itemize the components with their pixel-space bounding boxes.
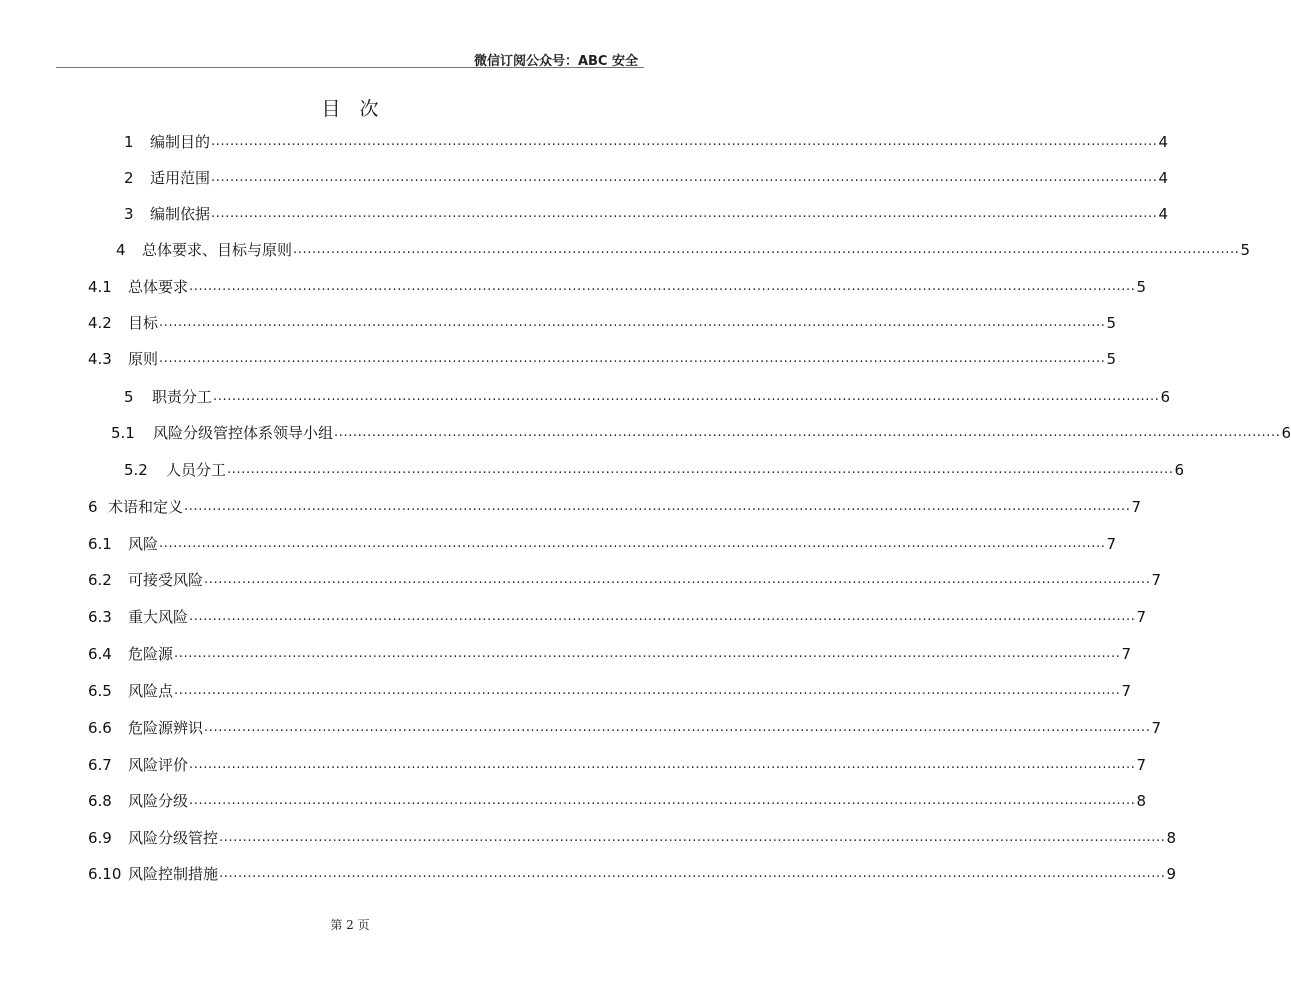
toc-entry-label: 编制依据 bbox=[150, 205, 211, 223]
dot-leader: ........................................................................................................................................................................................................ bbox=[184, 499, 1131, 514]
toc-entry[interactable] bbox=[88, 273, 1147, 297]
dot-leader: ........................................................................................................................................................................................................ bbox=[159, 315, 1106, 330]
dot-leader: ........................................................................................................................................................................................................ bbox=[227, 462, 1174, 477]
toc-entry[interactable] bbox=[88, 824, 1177, 848]
toc-entry[interactable] bbox=[88, 751, 1147, 775]
toc-entry-number: 6 bbox=[88, 498, 98, 516]
toc-entry-number: 6.5 bbox=[88, 682, 112, 700]
toc-entry-label: 职责分工 bbox=[152, 388, 213, 406]
toc-entry-label: 危险源 bbox=[128, 645, 174, 663]
toc-entry-number: 6.6 bbox=[88, 719, 112, 737]
toc-entry-number: 6.2 bbox=[88, 571, 112, 589]
toc-entry-page: 7 bbox=[1136, 608, 1147, 626]
toc-entry-label: 总体要求、目标与原则 bbox=[142, 241, 293, 259]
toc-entry[interactable] bbox=[116, 236, 1251, 260]
toc-title-text: 目 次 bbox=[321, 98, 379, 120]
toc-entry-page: 8 bbox=[1166, 829, 1177, 847]
dot-leader: ........................................................................................................................................................................................................ bbox=[334, 425, 1281, 440]
header-text: 微信订阅公众号：ABC 安全 bbox=[473, 54, 638, 69]
toc-entry[interactable] bbox=[88, 493, 1142, 517]
dot-leader: ........................................................................................................................................................................................................ bbox=[213, 389, 1160, 404]
toc-entry-page: 7 bbox=[1121, 682, 1132, 700]
toc-entry-number: 4.1 bbox=[88, 278, 112, 296]
toc-entry-number: 6.3 bbox=[88, 608, 112, 626]
toc-entry[interactable] bbox=[124, 164, 1169, 188]
toc-entry[interactable] bbox=[111, 419, 1291, 443]
toc-entry-page: 6 bbox=[1281, 424, 1291, 442]
toc-entry-number: 6.9 bbox=[88, 829, 112, 847]
toc-entry-label: 风险点 bbox=[128, 682, 174, 700]
dot-leader: ........................................................................................................................................................................................................ bbox=[189, 279, 1136, 294]
dot-leader: ........................................................................................................................................................................................................ bbox=[293, 242, 1240, 257]
toc-entry-number: 4 bbox=[116, 241, 126, 259]
toc-entry-page: 7 bbox=[1106, 535, 1117, 553]
toc-entry[interactable] bbox=[88, 530, 1117, 554]
toc-entry[interactable] bbox=[88, 345, 1117, 369]
toc-entry-label: 适用范围 bbox=[150, 169, 211, 187]
toc-entry[interactable] bbox=[124, 456, 1185, 480]
toc-entry-label: 术语和定义 bbox=[108, 498, 184, 516]
toc-entry-label: 人员分工 bbox=[166, 461, 227, 479]
toc-entry-label: 目标 bbox=[128, 314, 159, 332]
toc-entry-number: 6.10 bbox=[88, 865, 122, 883]
toc-entry-number: 3 bbox=[124, 205, 134, 223]
toc-entry-page: 4 bbox=[1158, 169, 1169, 187]
toc-entry-label: 风险分级 bbox=[128, 792, 189, 810]
toc-entry-page: 7 bbox=[1151, 571, 1162, 589]
toc-entry-number: 1 bbox=[124, 133, 134, 151]
toc-entry-number: 5.2 bbox=[124, 461, 148, 479]
dot-leader: ........................................................................................................................................................................................................ bbox=[174, 683, 1121, 698]
toc-entry[interactable] bbox=[88, 860, 1177, 884]
dot-leader: ........................................................................................................................................................................................................ bbox=[211, 206, 1158, 221]
dot-leader: ........................................................................................................................................................................................................ bbox=[204, 720, 1151, 735]
toc-entry-number: 4.3 bbox=[88, 350, 112, 368]
toc-entry-page: 7 bbox=[1136, 756, 1147, 774]
toc-entry-number: 5 bbox=[124, 388, 134, 406]
page-number: 第 2 页 bbox=[330, 918, 370, 932]
toc-entry-label: 可接受风险 bbox=[128, 571, 204, 589]
toc-entry-page: 5 bbox=[1106, 350, 1117, 368]
toc-entry-label: 风险评价 bbox=[128, 756, 189, 774]
toc-entry-page: 9 bbox=[1166, 865, 1177, 883]
toc-entry[interactable] bbox=[88, 566, 1162, 590]
toc-entry-page: 6 bbox=[1174, 461, 1185, 479]
toc-entry-number: 4.2 bbox=[88, 314, 112, 332]
toc-entry-page: 5 bbox=[1106, 314, 1117, 332]
dot-leader: ........................................................................................................................................................................................................ bbox=[174, 646, 1121, 661]
dot-leader: ........................................................................................................................................................................................................ bbox=[159, 351, 1106, 366]
toc-entry-label: 编制目的 bbox=[150, 133, 211, 151]
toc-entry-page: 7 bbox=[1131, 498, 1142, 516]
toc-entry-label: 风险分级管控 bbox=[128, 829, 219, 847]
toc-entry-number: 6.8 bbox=[88, 792, 112, 810]
toc-entry-number: 6.7 bbox=[88, 756, 112, 774]
toc-entry[interactable] bbox=[124, 128, 1169, 152]
toc-entry[interactable] bbox=[124, 383, 1171, 407]
dot-leader: ........................................................................................................................................................................................................ bbox=[204, 572, 1151, 587]
toc-entry-number: 5.1 bbox=[111, 424, 135, 442]
header-divider bbox=[56, 67, 644, 68]
toc-entry[interactable] bbox=[88, 603, 1147, 627]
toc-entry-label: 风险 bbox=[128, 535, 159, 553]
toc-entry-label: 总体要求 bbox=[128, 278, 189, 296]
dot-leader: ........................................................................................................................................................................................................ bbox=[219, 866, 1166, 881]
dot-leader: ........................................................................................................................................................................................................ bbox=[211, 170, 1158, 185]
dot-leader: ........................................................................................................................................................................................................ bbox=[211, 134, 1158, 149]
toc-title bbox=[0, 94, 700, 121]
toc-entry-page: 5 bbox=[1136, 278, 1147, 296]
dot-leader: ........................................................................................................................................................................................................ bbox=[189, 793, 1136, 808]
toc-entry-page: 8 bbox=[1136, 792, 1147, 810]
toc-entry-number: 6.4 bbox=[88, 645, 112, 663]
toc-entry-number: 2 bbox=[124, 169, 134, 187]
toc-entry-label: 危险源辨识 bbox=[128, 719, 204, 737]
toc-entry-label: 重大风险 bbox=[128, 608, 189, 626]
toc-entry[interactable] bbox=[88, 787, 1147, 811]
toc-entry[interactable] bbox=[88, 640, 1132, 664]
page-header bbox=[0, 0, 700, 68]
toc-entry[interactable] bbox=[88, 309, 1117, 333]
toc-entry-page: 5 bbox=[1240, 241, 1251, 259]
page-footer bbox=[0, 916, 700, 933]
toc-entry-label: 风险控制措施 bbox=[128, 865, 219, 883]
toc-entry-page: 7 bbox=[1151, 719, 1162, 737]
toc-entry-page: 4 bbox=[1158, 133, 1169, 151]
toc-entry-number: 6.1 bbox=[88, 535, 112, 553]
dot-leader: ........................................................................................................................................................................................................ bbox=[189, 757, 1136, 772]
toc-entry-label: 原则 bbox=[128, 350, 159, 368]
toc-entry[interactable] bbox=[124, 200, 1169, 224]
dot-leader: ........................................................................................................................................................................................................ bbox=[219, 830, 1166, 845]
dot-leader: ........................................................................................................................................................................................................ bbox=[189, 609, 1136, 624]
toc-entry-page: 6 bbox=[1160, 388, 1171, 406]
toc-entry[interactable] bbox=[88, 677, 1132, 701]
toc-entry[interactable] bbox=[88, 714, 1162, 738]
toc-entry-label: 风险分级管控体系领导小组 bbox=[153, 424, 334, 442]
toc-entry-page: 7 bbox=[1121, 645, 1132, 663]
dot-leader: ........................................................................................................................................................................................................ bbox=[159, 536, 1106, 551]
toc-entry-page: 4 bbox=[1158, 205, 1169, 223]
